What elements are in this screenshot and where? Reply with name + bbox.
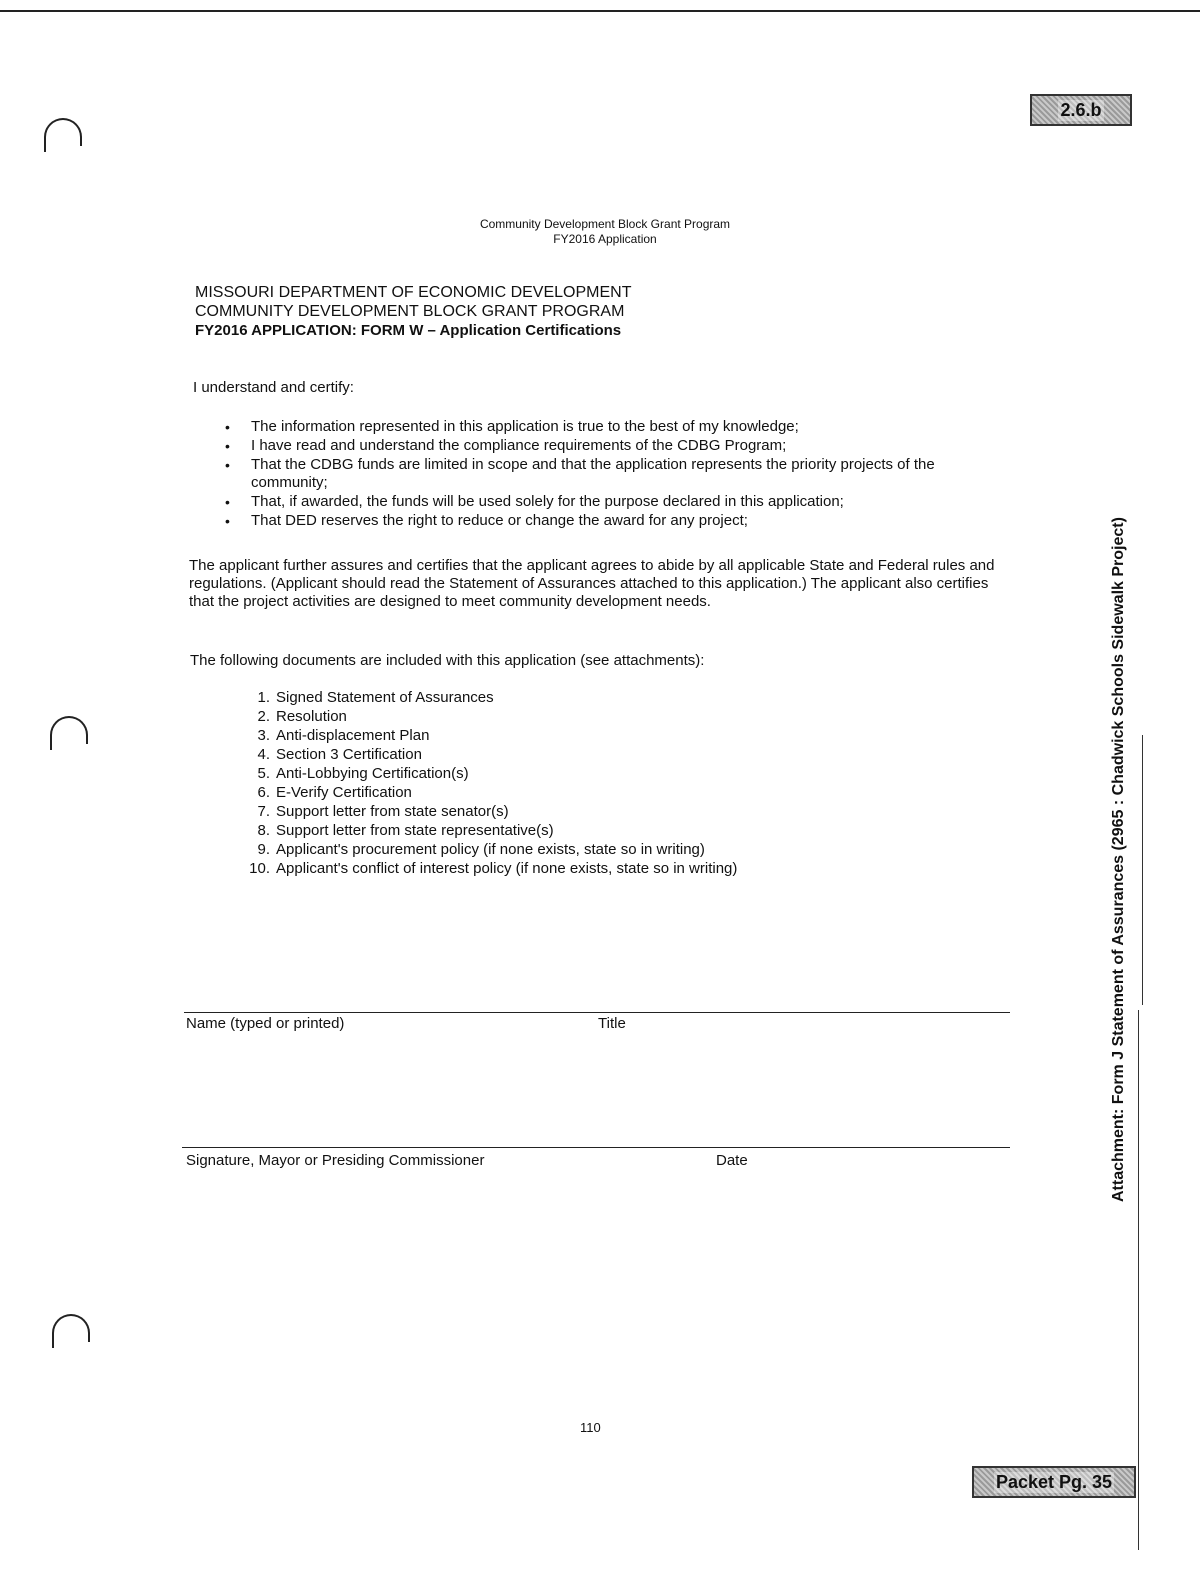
document-number: 7. [257,803,270,820]
punch-hole-bottom [52,1314,90,1342]
document-text: E-Verify Certification [276,784,412,801]
certification-item: • I have read and understand the compliance requirements of the CDBG Program; [221,437,1011,455]
document-text: Resolution [276,708,347,725]
signature-date-line [182,1147,1010,1148]
document-text: Support letter from state representative(s) [276,822,554,839]
document-text: Anti-displacement Plan [276,727,430,744]
certification-item: • That the CDBG funds are limited in scope and that the application represents the priority projects of the community; [221,456,1011,492]
document-item [246,784,737,803]
punch-hole-top [44,118,82,146]
header-program: Community Development Block Grant Program [479,217,731,231]
packet-page-stamp: Packet Pg. 35 [972,1466,1136,1498]
certification-item: • That, if awarded, the funds will be used solely for the purpose declared in this application; [221,493,1011,511]
document-number: 5. [257,765,270,782]
document-item [246,708,737,727]
form-heading [195,283,632,340]
page-header [405,217,805,247]
title-label: Title [598,1015,626,1032]
document-number: 3. [257,727,270,744]
document-text: Section 3 Certification [276,746,422,763]
margin-rule-upper [1142,735,1143,1005]
certify-intro: I understand and certify: [193,379,354,396]
header-application: FY2016 Application [553,232,657,246]
document-number: 8. [257,822,270,839]
date-label: Date [716,1152,748,1169]
name-label: Name (typed or printed) [186,1015,345,1032]
documents-intro: The following documents are included with this application (see attachments): [190,652,705,669]
document-number: 1. [257,689,270,706]
document-text: Signed Statement of Assurances [276,689,494,706]
document-item [246,822,737,841]
page-number: 110 [580,1420,601,1435]
signature-label: Signature, Mayor or Presiding Commissioner [186,1152,485,1169]
document-item [246,803,737,822]
certification-item: • That DED reserves the right to reduce or change the award for any project; [221,512,1011,530]
document-text: Anti-Lobbying Certification(s) [276,765,469,782]
documents-list [246,689,737,879]
heading-program: COMMUNITY DEVELOPMENT BLOCK GRANT PROGRAM [195,303,625,320]
assurance-paragraph: The applicant further assures and certifies that the applicant agrees to abide by all applicable State and Federal rules and regulations. (Applicant should read the Statement of Assurances attached to this application.) The applicant also certifies that the project activities are designed to meet community development needs. [189,557,995,610]
document-number: 6. [257,784,270,801]
document-number: 10. [249,860,270,877]
document-text: Applicant's conflict of interest policy (if none exists, state so in writing) [276,860,738,877]
name-title-line [184,1012,1010,1013]
heading-department: MISSOURI DEPARTMENT OF ECONOMIC DEVELOPMENT [195,284,632,301]
document-number: 2. [257,708,270,725]
certification-item: • The information represented in this application is true to the best of my knowledge; [221,418,1011,436]
document-item [246,727,737,746]
heading-form-title: FY2016 APPLICATION: FORM W – Application Certifications [195,322,622,339]
margin-rule-lower [1138,1010,1139,1550]
document-item [246,689,737,708]
attachment-side-label: Attachment: Form J Statement of Assurances (2965 : Chadwick Schools Sidewalk Project) [1110,517,1127,1202]
document-number: 4. [257,746,270,763]
document-number: 9. [257,841,270,858]
scan-top-border [0,10,1200,12]
packet-stamp-top: 2.6.b [1030,94,1132,126]
document-item [246,746,737,765]
document-item [246,841,737,860]
document-text: Support letter from state senator(s) [276,803,509,820]
document-item [246,860,737,879]
document-text: Applicant's procurement policy (if none exists, state so in writing) [276,841,705,858]
punch-hole-middle [50,716,88,744]
document-item [246,765,737,784]
certifications-list [221,418,1011,531]
